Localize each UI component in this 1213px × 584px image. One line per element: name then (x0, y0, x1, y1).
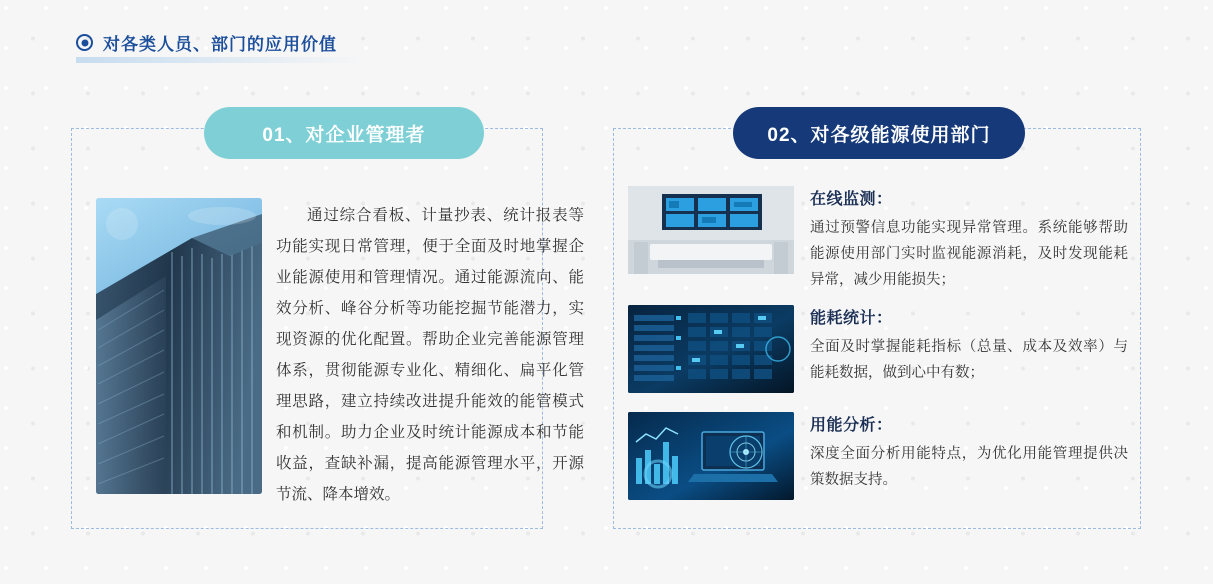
dashboard-analytics-photo (628, 412, 794, 500)
list-item-title: 能耗统计： (810, 310, 893, 327)
target-dot-icon (76, 34, 93, 51)
control-room-photo (628, 186, 794, 274)
left-panel-paragraph: 通过综合看板、计量抄表、统计报表等功能实现日常管理，便于全面及时地掌握企业能源使用和管理情况。通过能源流向、能效分析、峰谷分析等功能挖掘节能潜力，实现资源的优化配置。帮助企业完善能源管理体系，贯彻能源专业化、精细化、扁平化管理思路，建立持续改进提升能效的能管模式和机制。助力企业及时统计能源成本和节能收益，查缺补漏，提高能源管理水平，开源节流、降本增效。 (276, 207, 584, 503)
list-item-title: 在线监测： (810, 191, 893, 208)
panel-right-title-pill: 02、对各级能源使用部门 (733, 107, 1025, 159)
server-data-photo (628, 305, 794, 393)
skyscraper-photo (96, 198, 262, 494)
list-item-body (810, 305, 1128, 393)
list-item-text: 深度全面分析用能特点，为优化用能管理提供决策数据支持。 (810, 446, 1128, 488)
list-item-title: 用能分析： (810, 417, 893, 434)
panel-left-title-pill: 01、对企业管理者 (204, 107, 484, 159)
list-item (628, 412, 1128, 500)
list-item (628, 186, 1128, 293)
page-title: 对各类人员、部门的应用价值 (103, 35, 337, 54)
header-underline (76, 57, 364, 63)
list-item-text: 全面及时掌握能耗指标（总量、成本及效率）与能耗数据，做到心中有数； (810, 339, 1128, 381)
list-item-body (810, 412, 1128, 500)
list-item-body (810, 186, 1128, 293)
list-item-text: 通过预警信息功能实现异常管理。系统能够帮助能源使用部门实时监视能源消耗，及时发现能耗异常，减少用能损失； (810, 220, 1128, 288)
list-item (628, 305, 1128, 393)
section-header (76, 30, 337, 55)
